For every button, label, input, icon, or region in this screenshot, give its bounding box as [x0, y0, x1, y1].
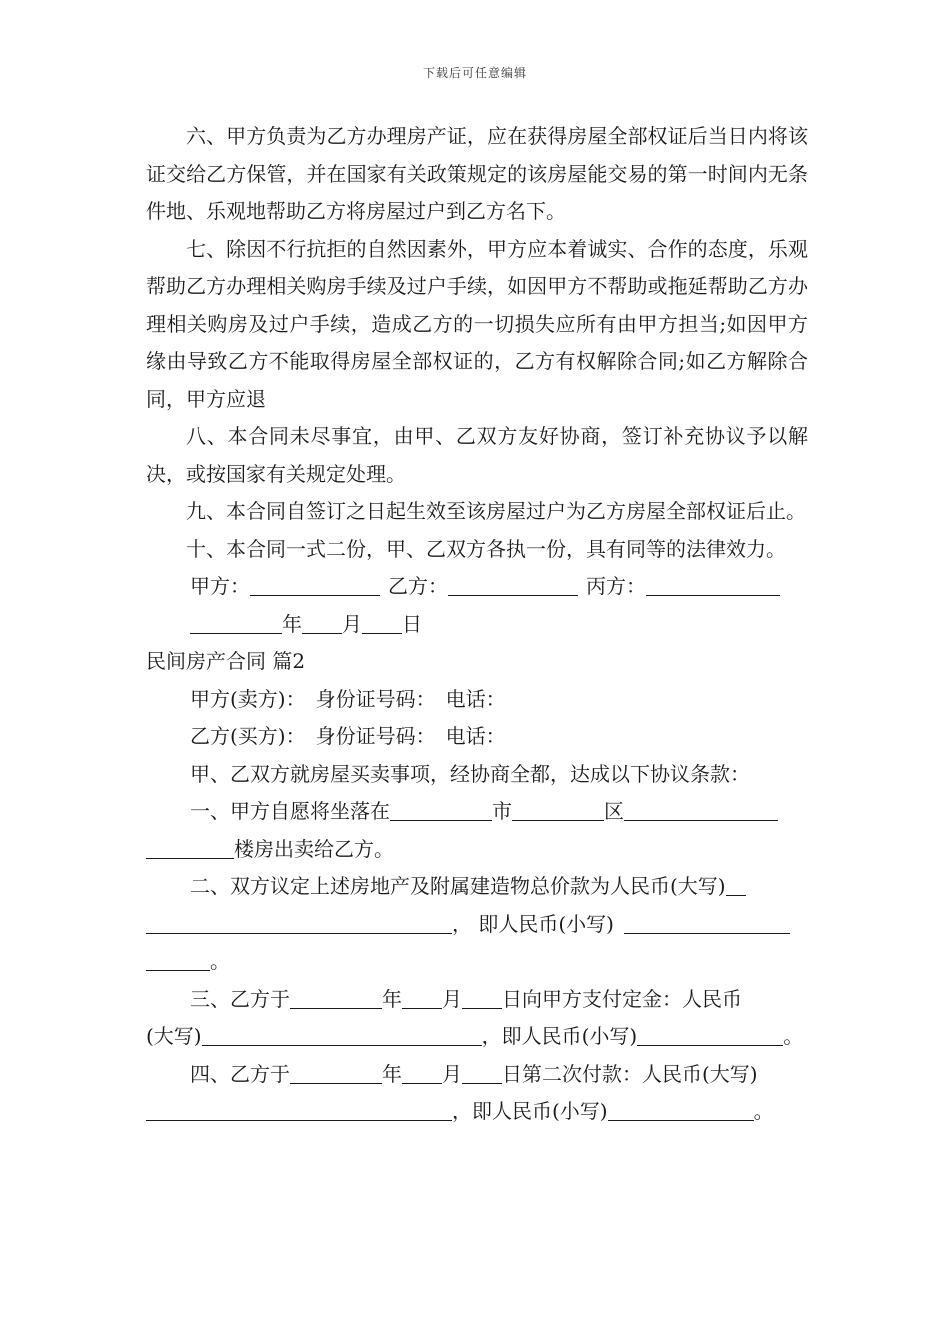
agreement-intro: 甲、乙双方就房屋买卖事项，经协商全都，达成以下协议条款： — [190, 761, 750, 786]
month-label: 月 — [442, 1061, 462, 1086]
period: 。 — [753, 1099, 774, 1123]
buyer-label: 乙方(买方)： — [190, 724, 306, 748]
district-blank — [624, 800, 778, 821]
seller-line — [146, 681, 808, 719]
day-label: 日 — [402, 611, 422, 636]
deposit-text: 日向甲方支付定金：人民币 — [502, 986, 742, 1011]
page-header-note: 下载后可任意编辑 — [422, 66, 527, 80]
price-small-blank — [624, 913, 790, 934]
payment2-small-blank — [608, 1100, 754, 1121]
city-label: 市 — [492, 799, 512, 823]
period: 。 — [783, 1024, 804, 1048]
clause-1-line-1 — [146, 793, 808, 831]
payment2-month-blank — [402, 1063, 442, 1084]
address-blank — [146, 838, 234, 859]
period: 。 — [210, 949, 230, 973]
clause-1-tail: 楼房出卖给乙方。 — [234, 836, 394, 861]
section-title: 民间房产合同 篇2 — [146, 649, 306, 673]
price-big-blank — [146, 913, 452, 934]
month-label: 月 — [442, 986, 462, 1011]
deposit-month-blank — [402, 988, 442, 1009]
party-a-blank — [250, 575, 380, 596]
contract-body — [146, 118, 808, 1131]
payment2-text: 日第二次付款：人民币(大写) — [502, 1061, 758, 1086]
payment2-day-blank — [462, 1063, 502, 1084]
signature-line — [146, 568, 808, 606]
clause-2-line-2 — [146, 906, 808, 944]
date-line — [146, 606, 808, 644]
payment2-year-blank — [290, 1063, 382, 1084]
price-small-label: ， 即人民币(小写) — [452, 911, 614, 936]
clause-3-line-1 — [146, 981, 808, 1019]
month-label: 月 — [342, 611, 362, 636]
buyer-line — [146, 718, 808, 756]
clause-3-line-2 — [146, 1018, 808, 1056]
buyer-id-label: 身份证号码： — [315, 724, 436, 748]
clause-2-line-3 — [146, 943, 808, 981]
payment2-big-blank — [146, 1100, 452, 1121]
party-b-blank — [448, 575, 578, 596]
clause-2-line-1 — [146, 868, 808, 906]
location-blank — [390, 800, 492, 821]
seller-id-label: 身份证号码： — [315, 686, 436, 711]
deposit-day-blank — [462, 988, 502, 1009]
clause-6: 六、甲方负责为乙方办理房产证，应在获得房屋全部权证后当日内将该证交给乙方保管，并在国家有关政策规定的该房屋能交易的第一时间内无条件地、乐观地帮助乙方将房屋过户到乙方名下。 — [146, 124, 808, 223]
buyer-phone-label: 电话： — [445, 724, 506, 748]
clause-9: 九、本合同自签订之日起生效至该房屋过户为乙方房屋全部权证后止。 — [186, 499, 806, 523]
clause-4-line-1 — [146, 1056, 808, 1094]
year-blank — [190, 613, 282, 634]
clause-3-text: 三、乙方于 — [190, 986, 290, 1011]
month-blank — [302, 613, 342, 634]
clause-4-line-2 — [146, 1093, 808, 1131]
clause-2-text: 二、双方议定上述房地产及附属建造物总价款为人民币(大写) — [190, 874, 726, 898]
deposit-big-blank — [202, 1025, 482, 1046]
price-big-blank-start — [726, 875, 746, 896]
clause-1-text: 一、甲方自愿将坐落在 — [190, 799, 390, 823]
party-c-label: 丙方： — [586, 574, 646, 598]
payment2-small-label: ，即人民币(小写) — [452, 1099, 608, 1123]
clause-1-line-2 — [146, 831, 808, 869]
district-label: 区 — [604, 799, 624, 823]
clause-8: 八、本合同未尽事宜，由甲、乙双方友好协商，签订补充协议予以解决，或按国家有关规定处理。 — [146, 424, 808, 486]
clause-7: 七、除因不行抗拒的自然因素外，甲方应本着诚实、合作的态度，乐观帮助乙方办理相关购房手续及过户手续，如因甲方不帮助或拖延帮助乙方办理相关购房及过户手续，造成乙方的一切损失应所有由甲方担当;如因甲方缘由导致乙方不能取得房屋全部权证的，乙方有权解除合同;如乙方解除合同，甲方应退 — [146, 236, 808, 411]
city-blank — [512, 800, 604, 821]
price-small-blank-end — [146, 950, 210, 971]
party-b-label: 乙方： — [388, 574, 448, 598]
party-a-label: 甲方： — [190, 574, 250, 598]
deposit-small-blank — [637, 1025, 783, 1046]
seller-phone-label: 电话： — [445, 686, 506, 711]
deposit-big-label: (大写) — [146, 1024, 202, 1048]
clause-4-text: 四、乙方于 — [190, 1061, 290, 1086]
year-label: 年 — [382, 986, 402, 1011]
clause-10: 十、本合同一式二份，甲、乙双方各执一份，具有同等的法律效力。 — [186, 536, 786, 561]
deposit-year-blank — [290, 988, 382, 1009]
seller-label: 甲方(卖方)： — [190, 686, 306, 711]
party-c-blank — [646, 575, 780, 596]
year-label: 年 — [382, 1061, 402, 1086]
deposit-small-label: ，即人民币(小写) — [481, 1024, 638, 1048]
day-blank — [362, 613, 402, 634]
year-label: 年 — [282, 611, 302, 636]
